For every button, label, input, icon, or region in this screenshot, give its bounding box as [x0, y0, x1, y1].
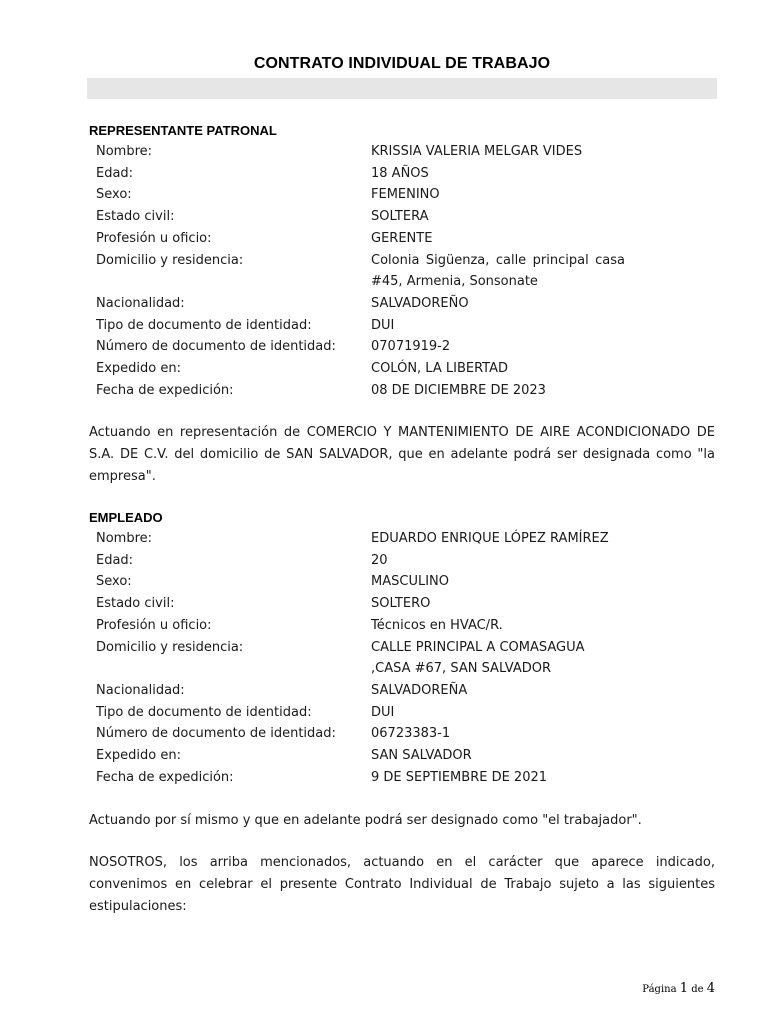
- employer-field-age: [96, 163, 636, 185]
- field-value: 07071919-2: [371, 339, 451, 355]
- field-value: DUI: [371, 704, 395, 720]
- employee-field-age: [96, 550, 636, 572]
- field-value: KRISSIA VALERIA MELGAR VIDES: [371, 144, 583, 159]
- field-label: Profesión u oficio:: [96, 617, 212, 633]
- employer-field-issued-in: [96, 358, 636, 380]
- employer-field-name: [96, 141, 636, 163]
- field-value: Técnicos en HVAC/R.: [371, 617, 503, 633]
- field-label: Tipo de documento de identidad:: [96, 317, 312, 333]
- employee-field-issue-date: [96, 767, 636, 789]
- employer-field-profession: [96, 228, 636, 250]
- field-label: Sexo:: [96, 187, 132, 203]
- field-value: 06723383-1: [371, 726, 451, 742]
- field-label: Fecha de expedición:: [96, 769, 234, 785]
- field-label: Expedido en:: [96, 361, 181, 377]
- field-value: SALVADOREÑO: [371, 295, 469, 311]
- field-label: Número de documento de identidad:: [96, 339, 336, 355]
- field-value: 9 DE SEPTIEMBRE DE 2021: [371, 769, 548, 785]
- field-value: SOLTERO: [371, 596, 431, 612]
- field-label: Nacionalidad:: [96, 295, 185, 311]
- employee-self-paragraph: Actuando por sí mismo y que en adelante podrá ser designado como "el trabajador".: [89, 813, 642, 828]
- field-value: Colonia Sigüenza, calle principal casa #45, Armenia, Sonsonate: [371, 252, 625, 290]
- field-label: Edad:: [96, 165, 134, 181]
- employee-field-issued-in: [96, 745, 636, 767]
- employer-field-id-type: [96, 315, 636, 337]
- field-value: FEMENINO: [371, 187, 440, 203]
- field-label: Sexo:: [96, 574, 132, 590]
- field-value: 20: [371, 552, 388, 568]
- document-title: CONTRATO INDIVIDUAL DE TRABAJO: [253, 55, 551, 72]
- field-label: Nombre:: [96, 531, 153, 546]
- title-shading-bar: [87, 78, 717, 99]
- field-label: Edad:: [96, 552, 134, 568]
- field-value: CALLE PRINCIPAL A COMASAGUA ,CASA #67, SAN SALVADOR: [371, 639, 585, 677]
- field-value: DUI: [371, 317, 395, 333]
- employer-heading: REPRESENTANTE PATRONAL: [89, 123, 277, 138]
- field-label: Domicilio y residencia:: [96, 639, 244, 655]
- footer-total-pages: 4: [706, 981, 715, 996]
- employer-field-nationality: [96, 293, 636, 315]
- footer-of-word: de: [691, 984, 704, 995]
- employee-field-profession: [96, 615, 636, 637]
- employee-heading: EMPLEADO: [89, 510, 163, 525]
- employer-field-id-number: [96, 336, 636, 358]
- employee-field-nationality: [96, 680, 636, 702]
- field-value: GERENTE: [371, 230, 433, 246]
- field-label: Nacionalidad:: [96, 682, 185, 698]
- footer-current-page: 1: [679, 981, 689, 996]
- field-value: 08 DE DICIEMBRE DE 2023: [371, 382, 546, 398]
- employee-field-address: [96, 637, 636, 680]
- field-label: Tipo de documento de identidad:: [96, 704, 312, 720]
- field-label: Estado civil:: [96, 596, 175, 612]
- closing-paragraph: NOSOTROS, los arriba mencionados, actuando en el carácter que aparece indicado, convenimos en celebrar el presente Contrato Individual de Trabajo sujeto a las siguientes estipulaciones:: [89, 855, 715, 914]
- field-label: Expedido en:: [96, 748, 181, 764]
- employer-representation-paragraph: Actuando en representación de COMERCIO Y MANTENIMIENTO DE AIRE ACONDICIONADO DE S.A. DE C.V. del domicilio de SAN SALVADOR, que en adelante podrá ser designada como "la empresa".: [89, 425, 715, 484]
- field-label: Profesión u oficio:: [96, 230, 212, 246]
- employer-field-civil-status: [96, 206, 636, 228]
- field-label: Domicilio y residencia:: [96, 252, 244, 268]
- employer-field-issue-date: [96, 380, 636, 402]
- employer-fields: [96, 141, 636, 401]
- field-label: Estado civil:: [96, 209, 175, 225]
- field-value: MASCULINO: [371, 574, 449, 590]
- employee-fields: [96, 528, 636, 788]
- field-value: EDUARDO ENRIQUE LÓPEZ RAMÍREZ: [371, 531, 609, 546]
- employer-field-address: [96, 250, 636, 293]
- employee-field-id-number: [96, 723, 636, 745]
- employee-field-civil-status: [96, 593, 636, 615]
- page-footer: [642, 981, 715, 996]
- footer-page-word: Página: [642, 984, 677, 995]
- field-value: SALVADOREÑA: [371, 682, 468, 698]
- field-value: COLÓN, LA LIBERTAD: [371, 361, 509, 377]
- employee-field-sex: [96, 571, 636, 593]
- employee-field-name: [96, 528, 636, 550]
- field-value: SAN SALVADOR: [371, 748, 472, 764]
- field-value: 18 AÑOS: [371, 165, 429, 181]
- field-value: SOLTERA: [371, 209, 429, 225]
- field-label: Fecha de expedición:: [96, 382, 234, 398]
- field-label: Número de documento de identidad:: [96, 726, 336, 742]
- employee-field-id-type: [96, 702, 636, 724]
- field-label: Nombre:: [96, 144, 153, 159]
- employer-field-sex: [96, 184, 636, 206]
